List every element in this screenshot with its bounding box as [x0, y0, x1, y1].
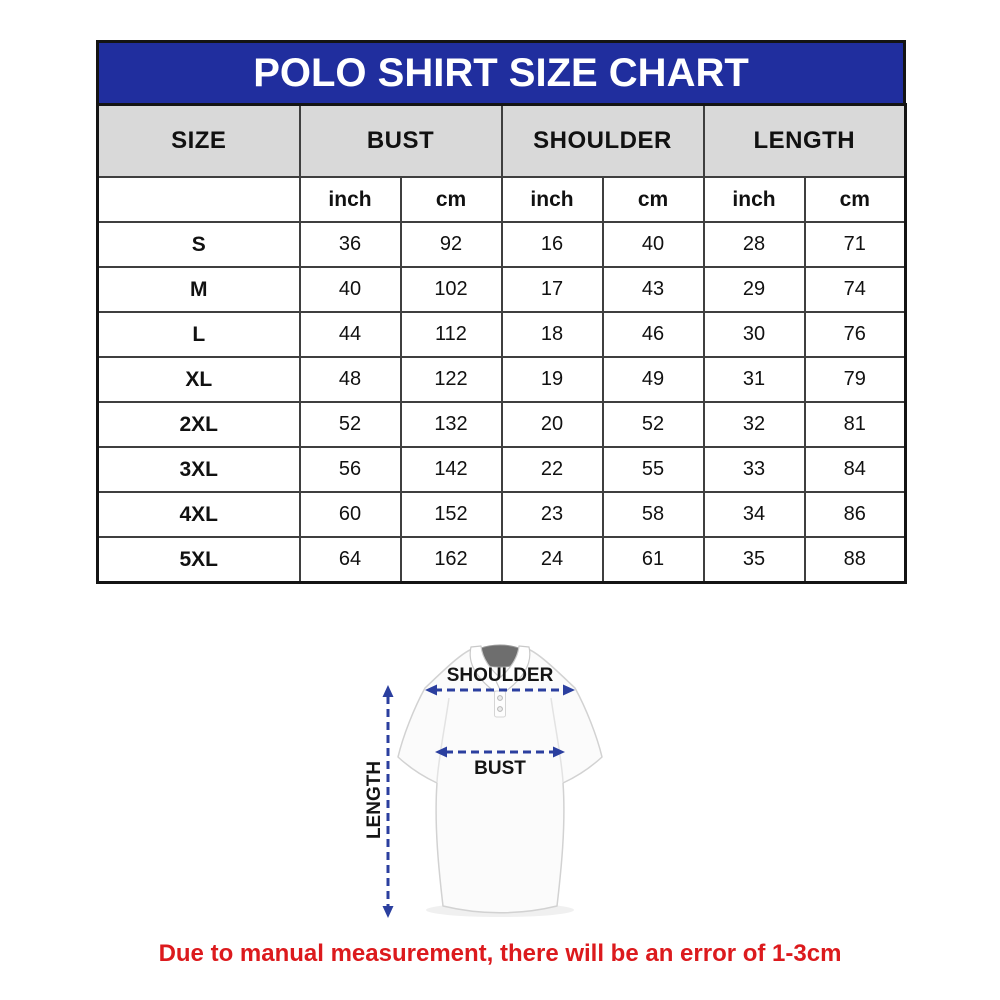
value-cell: 22	[502, 447, 603, 492]
unit-length-cm: cm	[805, 177, 906, 222]
table-row	[98, 492, 906, 537]
value-cell: 24	[502, 537, 603, 583]
value-cell: 92	[401, 222, 502, 267]
size-cell: 3XL	[98, 447, 300, 492]
value-cell: 56	[300, 447, 401, 492]
value-cell: 58	[603, 492, 704, 537]
unit-shoulder-inch: inch	[502, 177, 603, 222]
size-cell: 5XL	[98, 537, 300, 583]
size-cell: M	[98, 267, 300, 312]
value-cell: 52	[603, 402, 704, 447]
placket-button	[498, 696, 503, 701]
value-cell: 20	[502, 402, 603, 447]
value-cell: 52	[300, 402, 401, 447]
value-cell: 49	[603, 357, 704, 402]
size-chart	[96, 40, 906, 584]
value-cell: 36	[300, 222, 401, 267]
table-row	[98, 222, 906, 267]
value-cell: 132	[401, 402, 502, 447]
unit-empty-cell	[98, 177, 300, 222]
length-label: LENGTH	[364, 760, 385, 840]
polo-shirt-illustration	[350, 640, 660, 930]
value-cell: 60	[300, 492, 401, 537]
unit-length-inch: inch	[704, 177, 805, 222]
value-cell: 44	[300, 312, 401, 357]
value-cell: 102	[401, 267, 502, 312]
value-cell: 23	[502, 492, 603, 537]
unit-bust-cm: cm	[401, 177, 502, 222]
table-row	[98, 402, 906, 447]
value-cell: 48	[300, 357, 401, 402]
value-cell: 43	[603, 267, 704, 312]
value-cell: 112	[401, 312, 502, 357]
table-row	[98, 267, 906, 312]
shoulder-label: SHOULDER	[446, 665, 554, 686]
table-row	[98, 447, 906, 492]
value-cell: 55	[603, 447, 704, 492]
value-cell: 142	[401, 447, 502, 492]
value-cell: 32	[704, 402, 805, 447]
size-cell: 4XL	[98, 492, 300, 537]
size-cell: XL	[98, 357, 300, 402]
col-header-length: LENGTH	[704, 105, 906, 178]
value-cell: 162	[401, 537, 502, 583]
value-cell: 61	[603, 537, 704, 583]
length-arrowhead-top	[383, 685, 394, 697]
size-cell: 2XL	[98, 402, 300, 447]
value-cell: 31	[704, 357, 805, 402]
value-cell: 46	[603, 312, 704, 357]
value-cell: 33	[704, 447, 805, 492]
value-cell: 76	[805, 312, 906, 357]
value-cell: 35	[704, 537, 805, 583]
value-cell: 74	[805, 267, 906, 312]
table-header-row	[98, 105, 906, 178]
unit-shoulder-cm: cm	[603, 177, 704, 222]
length-arrowhead-bottom	[383, 906, 394, 918]
value-cell: 71	[805, 222, 906, 267]
value-cell: 86	[805, 492, 906, 537]
table-row	[98, 312, 906, 357]
value-cell: 29	[704, 267, 805, 312]
value-cell: 17	[502, 267, 603, 312]
size-table	[96, 103, 907, 584]
measurement-disclaimer: Due to manual measurement, there will be an error of 1-3cm	[158, 940, 842, 967]
placket	[495, 691, 506, 717]
value-cell: 18	[502, 312, 603, 357]
value-cell: 40	[300, 267, 401, 312]
value-cell: 88	[805, 537, 906, 583]
value-cell: 64	[300, 537, 401, 583]
chart-title: POLO SHIRT SIZE CHART	[253, 50, 749, 95]
value-cell: 19	[502, 357, 603, 402]
table-row	[98, 537, 906, 583]
value-cell: 152	[401, 492, 502, 537]
size-cell: S	[98, 222, 300, 267]
placket-button	[498, 707, 503, 712]
col-header-bust: BUST	[300, 105, 502, 178]
value-cell: 84	[805, 447, 906, 492]
col-header-shoulder: SHOULDER	[502, 105, 704, 178]
value-cell: 81	[805, 402, 906, 447]
value-cell: 16	[502, 222, 603, 267]
bust-label: BUST	[474, 758, 526, 779]
value-cell: 40	[603, 222, 704, 267]
value-cell: 79	[805, 357, 906, 402]
table-unit-row	[98, 177, 906, 222]
value-cell: 28	[704, 222, 805, 267]
value-cell: 30	[704, 312, 805, 357]
col-header-size: SIZE	[98, 105, 300, 178]
size-cell: L	[98, 312, 300, 357]
unit-bust-inch: inch	[300, 177, 401, 222]
value-cell: 122	[401, 357, 502, 402]
table-row	[98, 357, 906, 402]
value-cell: 34	[704, 492, 805, 537]
chart-title-bar	[96, 40, 906, 103]
